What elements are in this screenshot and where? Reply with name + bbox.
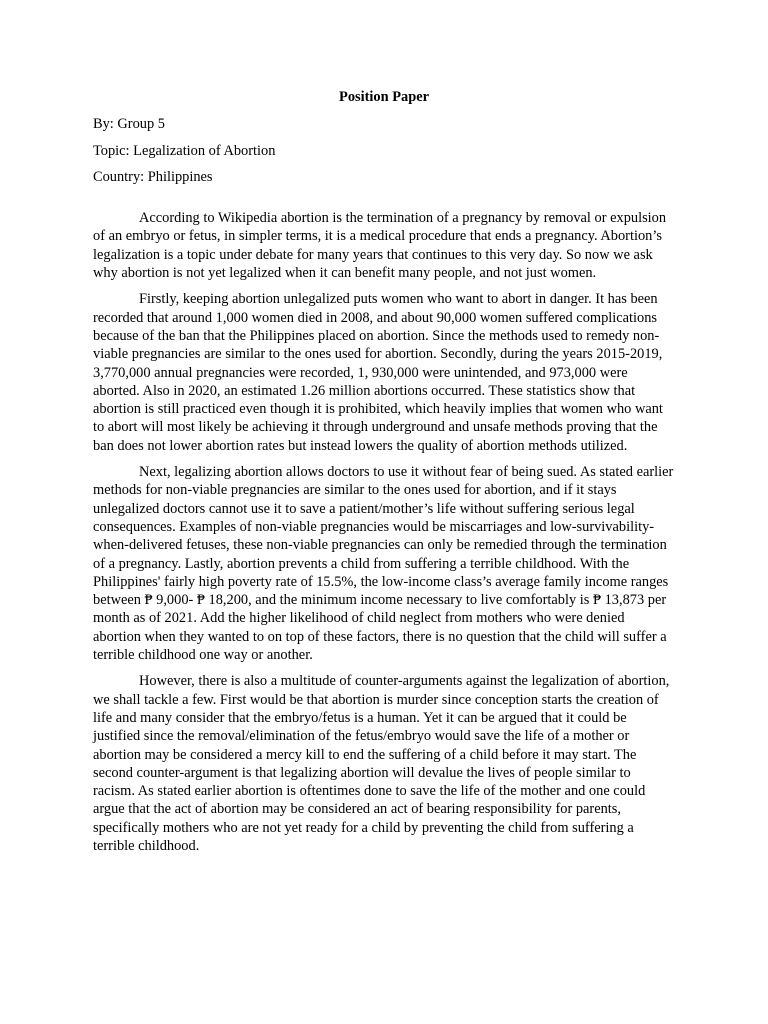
byline: By: Group 5 — [93, 116, 165, 133]
paragraph-counter-arguments: However, there is also a multitude of counter-arguments against the legalization of abortion, we shall tackle a few. First would be that abortion is murder since conception starts the creation of life and many consider that the embryo/fetus is a human. Yet it can be argued that it could be justified since the removal/elimination of the fetus/embryo would save the life of a mother or abortion may be considered a mercy kill to end the suffering of a child before it may start. The second counter-argument is that legalizing abortion will devalue the lives of people similar to racism. As stated earlier abortion is oftentimes done to save the life of the mother and one could argue that the act of abortion may be considered an act of bearing responsibility for parents, specifically mothers who are not yet ready for a child by preventing the child from suffering a terrible childhood. — [93, 673, 670, 854]
document-title: Position Paper — [339, 89, 429, 105]
country-line: Country: Philippines — [93, 168, 213, 185]
paragraph-danger-to-women: Firstly, keeping abortion unlegalized puts women who want to abort in danger. It has been recorded that around 1,000 women died in 2008, and about 90,000 women suffered complications because of the ban that the Philippines placed on abortion. Since the methods used to remedy non-viable pregnancies are similar to the ones used for abortion. Secondly, during the years 2015-2019, 3,770,000 annual pregnancies were recorded, 1, 930,000 were unintended, and 973,000 were aborted. Also in 2020, an estimated 1.26 million abortions occurred. These statistics show that abortion is still practiced even though it is prohibited, which heavily implies that women who want to abort will most likely be achieving it through underground and unsafe methods proving that the ban does not lower abortion rates but instead lowers the quality of abortion methods utilized. — [93, 291, 663, 454]
paragraph-introduction: According to Wikipedia abortion is the termination of a pregnancy by removal or expulsion of an embryo or fetus, in simpler terms, it is a medical procedure that ends a pregnancy. Abortion’s legalization is a topic under debate for many years that continues to this very day. So now we ask why abortion is not yet legalized when it can benefit many people, and not just women. — [93, 210, 667, 282]
document-meta — [93, 115, 675, 186]
paragraph-doctors-and-childhood: Next, legalizing abortion allows doctors to use it without fear of being sued. As stated earlier methods for non-viable pregnancies are similar to the ones used for abortion, and if it stays unlegalized doctors cannot use it to save a patient/mother’s life without suffering serious legal consequences. Examples of non-viable pregnancies would be miscarriages and low-survivability-when-delivered fetuses, these non-viable pregnancies can only be remedied through the termination of a pregnancy. Lastly, abortion prevents a child from suffering a terrible childhood. With the Philippines' fairly high poverty rate of 15.5%, the low-income class’s average family income ranges between ₱ 9,000- ₱ 18,200, and the minimum income necessary to live comfortably is ₱ 13,873 per month as of 2021. Add the higher likelihood of child neglect from mothers who were denied abortion when they wanted to on top of these factors, there is no question that the child will suffer a terrible childhood one way or another. — [93, 464, 674, 664]
topic-line: Topic: Legalization of Abortion — [93, 142, 276, 159]
document-body — [93, 88, 675, 863]
